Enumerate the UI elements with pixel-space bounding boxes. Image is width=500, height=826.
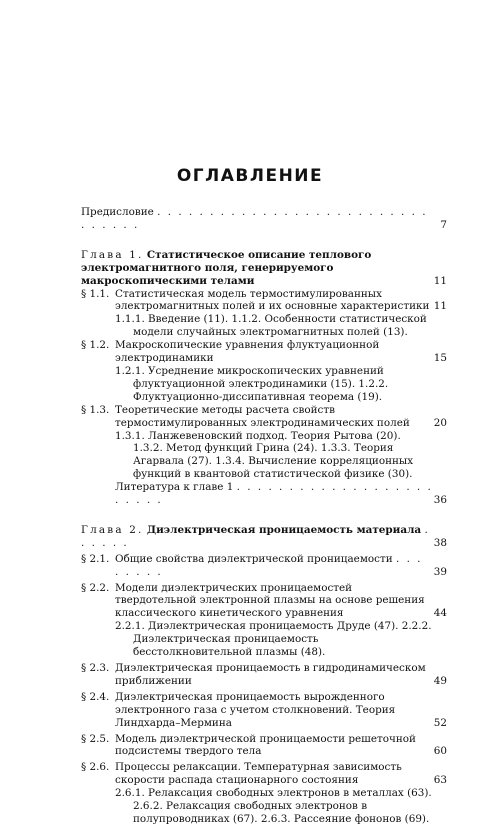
section-number: § 2.4.	[81, 690, 110, 703]
section-number: § 1.1.	[81, 287, 110, 300]
section-title: Общие свойства диэлектрической проницаемости	[115, 552, 393, 565]
section-title: Диэлектрическая проницаемость в гидродинамическом приближении	[115, 662, 426, 687]
chapter-prefix: Глава 1.	[81, 248, 144, 261]
toc-entry-preface[interactable]	[81, 206, 447, 232]
section-number: § 1.3.	[81, 403, 110, 416]
leader-dots: . . . . . . . . . . . . . . . . . . . . . . . . . . . . . . . .	[81, 206, 428, 231]
section-number: § 2.2.	[81, 581, 110, 594]
toc-subsections: 2.2.1. Диэлектрическая проницаемость Друде (47). 2.2.2. Диэлектрическая проницаемость бесстолкновительной плазмы (48).	[115, 620, 432, 659]
toc-section-2-4[interactable]: § 2.4. Диэлектрическая проницаемость вырожденного электронного газа с учетом столкновений. Теория Линдхарда–Мермина 52	[81, 690, 447, 729]
toc-chapter-1[interactable]	[81, 248, 447, 288]
section-title: Статистическая модель термостимулированных электромагнитных полей и их основные характеристики	[115, 287, 430, 313]
section-title: Диэлектрическая проницаемость вырожденного электронного газа с учетом столкновений. Теория Линдхарда–Мермина	[115, 690, 396, 729]
toc-section-1-1[interactable]: § 1.1. Статистическая модель термостимулированных электромагнитных полей и их основные характеристики 11	[81, 287, 447, 313]
section-title: Теоретические методы расчета свойств термостимулированных электродинамических полей	[115, 403, 410, 429]
toc-chapter-2[interactable]	[81, 523, 447, 550]
toc-subsections: 2.6.1. Релаксация свободных электронов в металлах (63). 2.6.2. Релаксация свободных электронов в полупроводниках (67). 2.6.3. Рассеяние фононов (69).	[115, 787, 432, 825]
toc-subsections: 1.1.1. Введение (11). 1.1.2. Особенности статистической модели случайных электромагнитных полей (13).	[115, 313, 427, 339]
entry-label: Предисловие	[81, 206, 154, 218]
section-number: § 2.5.	[81, 732, 110, 745]
page-number: 11	[433, 274, 447, 287]
section-number: § 2.3.	[81, 662, 110, 674]
section-number: § 1.2.	[81, 339, 110, 352]
chapter-prefix: Глава 2.	[81, 523, 144, 536]
page-number: 38	[433, 536, 447, 549]
leader-dots: . . . . . . . . . . . . . . . . . . . . . . . .	[115, 481, 433, 507]
page-number: 7	[440, 218, 447, 231]
chapter-title: Диэлектрическая проницаемость материала	[146, 523, 422, 536]
toc-section-2-2[interactable]: § 2.2. Модели диэлектрических проницаемостей твердотельной электронной плазмы на основе решения классического кинетического уравнения 44	[81, 581, 447, 620]
toc-section-2-3[interactable]: § 2.3. Диэлектрическая проницаемость в гидродинамическом приближении 49	[81, 662, 447, 687]
chapter-title: Статистическое описание теплового электромагнитного поля, генерируемого макроскопическими телами	[81, 248, 372, 287]
table-of-contents	[81, 206, 447, 826]
toc-section-1-2[interactable]: § 1.2. Макроскопические уравнения флуктуационной электродинамики 15	[81, 339, 447, 365]
page-number: 36	[433, 494, 447, 507]
section-title: Макроскопические уравнения флуктуационной электродинамики	[115, 339, 380, 365]
leader-dots: . . . . . .	[81, 523, 430, 549]
toc-section-2-6[interactable]: § 2.6. Процессы релаксации. Температурная зависимость скорости распада стационарного состояния 63	[81, 761, 447, 787]
page-title: ОГЛАВЛЕНИЕ	[176, 166, 324, 186]
section-title: Модель диэлектрической проницаемости решеточной подсистемы твердого тела	[115, 732, 416, 758]
toc-subsections: 1.3.1. Ланжевеновский подход. Теория Рытова (20). 1.3.2. Метод функций Грина (24). 1.3.3. Теория Агарвала (27). 1.3.4. Вычисление корреляционных функций в квантовой статистической физике (30).	[115, 429, 414, 481]
toc-literature-1[interactable]	[81, 481, 447, 507]
section-number: § 2.6.	[81, 761, 110, 774]
toc-section-2-1[interactable]: § 2.1. Общие свойства диэлектрической проницаемости . . . . . . . . 39	[81, 552, 447, 578]
section-title: Модели диэлектрических проницаемостей твердотельной электронной плазмы на основе решения классического кинетического уравнения	[115, 581, 425, 620]
section-number: § 2.1.	[81, 552, 110, 565]
toc-section-2-5[interactable]: § 2.5. Модель диэлектрической проницаемости решеточной подсистемы твердого тела 60	[81, 732, 447, 758]
entry-label: Литература к главе 1	[115, 481, 234, 494]
leader-dots: . . . . . . . .	[115, 552, 423, 578]
toc-subsections: 1.2.1. Усреднение микроскопических уравнений флуктуационной электродинамики (15). 1.2.2. Флуктуационно-диссипативная теорема (19).	[115, 364, 389, 403]
section-title: Процессы релаксации. Температурная зависимость скорости распада стационарного состояния	[115, 761, 402, 787]
toc-section-1-3[interactable]: § 1.3. Теоретические методы расчета свойств термостимулированных электродинамических полей 20	[81, 403, 447, 429]
